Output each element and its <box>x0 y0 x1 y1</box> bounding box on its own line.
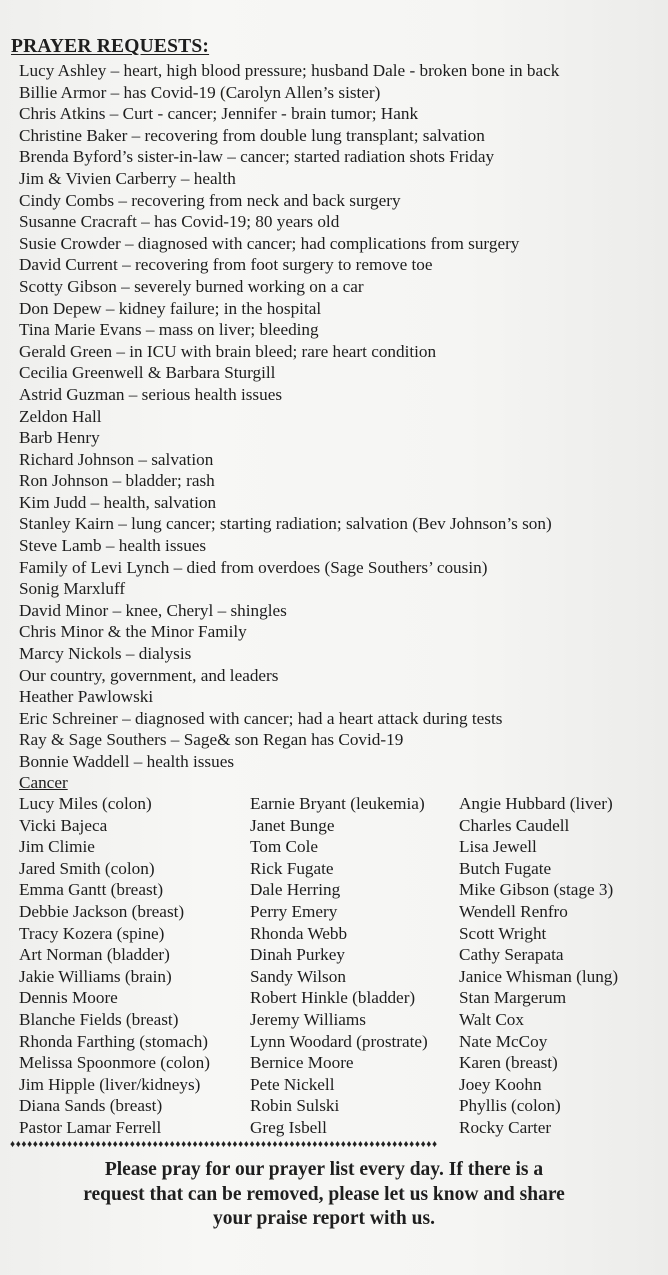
cancer-list-item: Cathy Serapata <box>459 945 564 965</box>
cancer-list-item: Art Norman (bladder) <box>19 945 170 965</box>
cancer-list-item: Phyllis (colon) <box>459 1096 561 1116</box>
cancer-list-item: Pete Nickell <box>250 1074 335 1094</box>
prayer-request-item: Eric Schreiner – diagnosed with cancer; had a heart attack during tests <box>19 708 503 728</box>
prayer-request-item: Zeldon Hall <box>19 406 102 426</box>
footer-line: your praise report with us. <box>213 1208 435 1229</box>
cancer-list-item: Robert Hinkle (bladder) <box>250 988 416 1008</box>
prayer-request-item: Barb Henry <box>19 428 100 448</box>
prayer-request-item: Cindy Combs – recovering from neck and back surgery <box>19 190 401 210</box>
cancer-list-item: Robin Sulski <box>250 1096 340 1116</box>
prayer-request-item: Don Depew – kidney failure; in the hospital <box>19 298 322 318</box>
cancer-list-item: Lucy Miles (colon) <box>19 794 152 813</box>
cancer-list-item: Tom Cole <box>250 837 319 857</box>
cancer-list-column-3 <box>459 793 618 1139</box>
cancer-list-item: Jeremy Williams <box>250 1009 366 1029</box>
prayer-request-item: Cecilia Greenwell & Barbara Sturgill <box>19 363 276 383</box>
footer-message <box>0 1158 648 1232</box>
cancer-list-item: Rocky Carter <box>459 1117 552 1137</box>
cancer-list-item: Joey Koohn <box>459 1074 542 1094</box>
cancer-section-title: Cancer <box>19 773 68 792</box>
cancer-list-item: Perry Emery <box>250 901 338 921</box>
cancer-list-item: Charles Caudell <box>459 815 570 835</box>
cancer-list-item: Rick Fugate <box>250 858 334 878</box>
cancer-list-item: Butch Fugate <box>459 858 552 878</box>
prayer-request-item: Scotty Gibson – severely burned working on a car <box>19 276 364 296</box>
cancer-list-item: Jim Climie <box>19 837 95 857</box>
cancer-list-item: Jim Hipple (liver/kidneys) <box>19 1074 201 1094</box>
footer-line: Please pray for our prayer list every day. If there is a <box>104 1159 544 1180</box>
cancer-list-item: Janice Whisman (lung) <box>459 966 619 986</box>
cancer-list-item: Rhonda Webb <box>250 923 348 943</box>
prayer-request-item: Tina Marie Evans – mass on liver; bleeding <box>19 320 319 340</box>
cancer-list-column-2 <box>250 793 428 1139</box>
prayer-request-item: Chris Minor & the Minor Family <box>19 622 247 642</box>
cancer-list-item: Pastor Lamar Ferrell <box>19 1117 162 1137</box>
cancer-list-item: Rhonda Farthing (stomach) <box>19 1031 209 1051</box>
cancer-list-item: Jakie Williams (brain) <box>19 966 172 986</box>
cancer-list-item: Dennis Moore <box>19 988 118 1008</box>
cancer-list-item: Sandy Wilson <box>250 966 346 986</box>
cancer-list-item: Tracy Kozera (spine) <box>19 923 165 943</box>
cancer-list-item: Greg Isbell <box>250 1117 327 1137</box>
cancer-list-item: Melissa Spoonmore (colon) <box>19 1053 210 1073</box>
cancer-list-item: Lynn Woodard (prostrate) <box>250 1031 428 1051</box>
prayer-request-item: Heather Pawlowski <box>19 687 154 707</box>
prayer-request-item: Jim & Vivien Carberry – health <box>19 168 236 188</box>
prayer-request-item: Marcy Nickols – dialysis <box>19 644 192 664</box>
prayer-request-item: Bonnie Waddell – health issues <box>19 752 235 771</box>
cancer-list-item: Nate McCoy <box>459 1031 548 1051</box>
prayer-request-list <box>19 60 659 773</box>
prayer-request-item: David Minor – knee, Cheryl – shingles <box>19 600 287 620</box>
prayer-request-item: Ray & Sage Southers – Sage& son Regan has Covid-19 <box>19 730 404 750</box>
prayer-request-item: Gerald Green – in ICU with brain bleed; rare heart condition <box>19 341 437 361</box>
prayer-requests-heading: PRAYER REQUESTS: <box>11 36 210 57</box>
cancer-list-item: Walt Cox <box>459 1009 524 1029</box>
prayer-request-item: Brenda Byford’s sister-in-law – cancer; started radiation shots Friday <box>19 147 495 167</box>
prayer-request-item: Sonig Marxluff <box>19 579 126 599</box>
cancer-list-item: Jared Smith (colon) <box>19 858 155 878</box>
prayer-request-item: Kim Judd – health, salvation <box>19 492 217 512</box>
cancer-list-item: Dale Herring <box>250 880 341 900</box>
prayer-request-item: Christine Baker – recovering from double lung transplant; salvation <box>19 125 485 145</box>
cancer-list-item: Stan Margerum <box>459 988 567 1008</box>
prayer-request-item: Billie Armor – has Covid-19 (Carolyn Allen’s sister) <box>19 82 381 102</box>
cancer-list-item: Debbie Jackson (breast) <box>19 901 185 921</box>
cancer-list-item: Emma Gantt (breast) <box>19 880 164 900</box>
prayer-request-item: Richard Johnson – salvation <box>19 449 214 469</box>
cancer-list-item: Angie Hubbard (liver) <box>459 794 613 813</box>
cancer-list-item: Lisa Jewell <box>459 837 537 857</box>
cancer-list-item: Wendell Renfro <box>459 901 568 921</box>
cancer-list-item: Dinah Purkey <box>250 945 345 965</box>
cancer-list-item: Diana Sands (breast) <box>19 1096 163 1116</box>
cancer-list-column-1 <box>19 793 210 1139</box>
cancer-list-item: Earnie Bryant (leukemia) <box>250 794 425 813</box>
cancer-list-item: Scott Wright <box>459 923 547 943</box>
prayer-request-item: Susie Crowder – diagnosed with cancer; had complications from surgery <box>19 233 520 253</box>
prayer-request-item: Susanne Cracraft – has Covid-19; 80 years old <box>19 212 340 232</box>
prayer-request-item: Steve Lamb – health issues <box>19 536 207 556</box>
footer-line: request that can be removed, please let us know and share <box>83 1183 565 1205</box>
diamond-divider: ♦♦♦♦♦♦♦♦♦♦♦♦♦♦♦♦♦♦♦♦♦♦♦♦♦♦♦♦♦♦♦♦♦♦♦♦♦♦♦♦♦♦♦♦♦♦♦♦♦♦♦♦♦♦♦♦♦♦♦♦♦♦♦♦♦♦♦♦♦♦♦♦♦♦♦ <box>10 1139 438 1150</box>
prayer-request-item: Astrid Guzman – serious health issues <box>19 384 283 404</box>
prayer-request-item: David Current – recovering from foot surgery to remove toe <box>19 255 433 275</box>
cancer-list-item: Mike Gibson (stage 3) <box>459 880 614 900</box>
cancer-list-item: Janet Bunge <box>250 815 335 835</box>
prayer-request-item: Stanley Kairn – lung cancer; starting radiation; salvation (Bev Johnson’s son) <box>19 514 552 534</box>
cancer-list-item: Vicki Bajeca <box>19 815 108 835</box>
prayer-request-item: Lucy Ashley – heart, high blood pressure; husband Dale - broken bone in back <box>19 61 560 80</box>
cancer-list-item: Blanche Fields (breast) <box>19 1009 179 1029</box>
prayer-request-item: Chris Atkins – Curt - cancer; Jennifer - brain tumor; Hank <box>19 104 419 124</box>
prayer-request-item: Family of Levi Lynch – died from overdoes (Sage Southers’ cousin) <box>19 557 488 577</box>
cancer-list-item: Bernice Moore <box>250 1053 354 1073</box>
cancer-list-item: Karen (breast) <box>459 1053 558 1073</box>
prayer-request-item: Our country, government, and leaders <box>19 665 279 685</box>
prayer-request-item: Ron Johnson – bladder; rash <box>19 471 215 491</box>
